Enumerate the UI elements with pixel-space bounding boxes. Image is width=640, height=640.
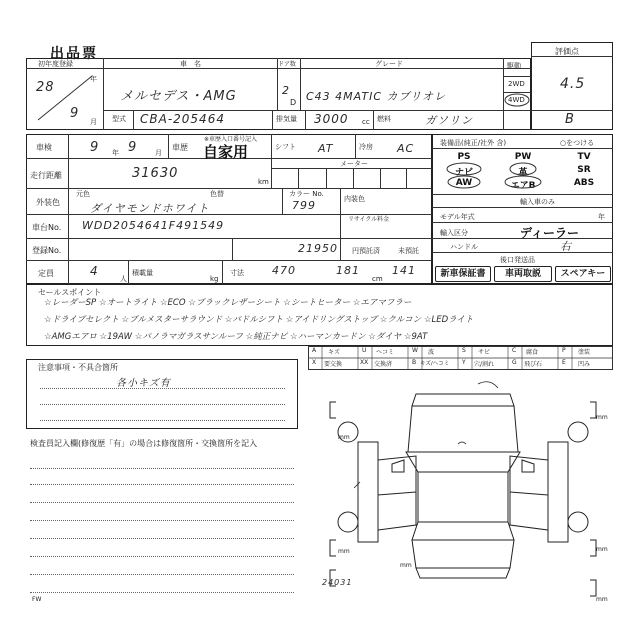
drive-label: 駆動 xyxy=(507,62,521,70)
equip-sr: SR xyxy=(577,165,591,175)
recycle-label: リサイクル料金 xyxy=(348,216,390,223)
legend-desc: 塗装 xyxy=(578,349,591,356)
legend-code: Y xyxy=(462,359,466,366)
score-label: 評価点 xyxy=(555,47,579,56)
legend-code: X xyxy=(312,359,317,366)
score-value: 4.5 xyxy=(560,76,586,92)
legend-code: B xyxy=(412,359,417,366)
meter-label: メーター xyxy=(340,160,368,168)
grade-label: グレード xyxy=(375,60,403,68)
equip-airbag: エアB xyxy=(510,181,536,191)
page-title: 出品票 xyxy=(50,46,98,62)
import-value: ディーラー xyxy=(520,226,580,240)
drive-2wd: 2WD xyxy=(508,80,525,88)
shift-label: シフト xyxy=(275,143,296,151)
door-value: 2 xyxy=(282,84,290,97)
diagram-mm: mm xyxy=(400,562,412,569)
sales-line-1: ☆レーダーSP ☆オートライト ☆ECO ☆ブラックレザーシート ☆シートヒーター ☆エアマフラー xyxy=(44,298,412,308)
equip-tv: TV xyxy=(577,152,591,162)
sales-line-2: ☆ドライブセレクト ☆ブルメスターサラウンド ☆パドルシフト ☆アイドリングストップ ☆クルコン ☆LEDライト xyxy=(44,315,474,325)
color-change-label: 色替 xyxy=(210,190,224,198)
shift-value: AT xyxy=(318,142,334,155)
capacity-unit: 人 xyxy=(120,275,127,283)
mileage-value: 31630 xyxy=(132,166,179,181)
import-mark: 輸入車のみ xyxy=(520,198,555,206)
grade-value: C43 4MATIC カブリオレ xyxy=(306,90,446,103)
recycle-unpaid: 未預託 xyxy=(398,247,419,255)
notes-label: 注意事項・不具合箇所 xyxy=(38,363,118,372)
model-year-unit: 年 xyxy=(598,213,605,221)
capacity-value: 4 xyxy=(90,264,99,278)
drive-4wd-circle xyxy=(504,93,530,107)
interior-score: B xyxy=(565,112,575,127)
after-ship-label: 後口発送品 xyxy=(500,256,535,264)
diagram-mm: mm xyxy=(596,596,608,603)
legend-code: XX xyxy=(360,359,369,366)
color-value: ダイヤモンドホワイト xyxy=(90,202,210,215)
legend-code: W xyxy=(412,347,418,354)
inspect-year-mark: 年 xyxy=(112,149,119,157)
legend-desc: 飛び石 xyxy=(524,361,543,368)
first-reg-label: 初年度登録 xyxy=(38,60,73,68)
legend-desc: 穴/割れ xyxy=(474,361,495,368)
inspect-month-mark: 月 xyxy=(155,149,162,157)
recycle-deposit: 円預託済 xyxy=(352,247,380,255)
width-value: 181 xyxy=(336,264,360,277)
door-label: ドア数 xyxy=(278,61,296,68)
inspect-year: 9 xyxy=(90,140,100,155)
equip-abs: ABS xyxy=(573,178,595,188)
chassis-value: WDD2054641F491549 xyxy=(82,219,225,232)
damage-legend-grid xyxy=(308,346,613,370)
car-damage-diagram xyxy=(318,380,613,605)
fuel-value: ガソリン xyxy=(425,114,473,127)
legend-desc: キズ/ヘコミ xyxy=(420,361,450,367)
diagram-mm: mm xyxy=(596,546,608,553)
year-mark: 年 xyxy=(90,75,97,83)
legend-desc: キズ xyxy=(328,349,340,356)
equip-leather: 革 xyxy=(518,168,528,178)
load-unit: kg xyxy=(210,275,219,283)
cc-unit: cc xyxy=(362,118,370,126)
sales-label: セールスポイント xyxy=(38,288,102,297)
spare-key: スペアキー xyxy=(555,266,611,282)
legend-code: A xyxy=(312,347,317,354)
km-unit: km xyxy=(258,178,269,186)
legend-desc: 交換済 xyxy=(374,361,393,368)
disp-value: 3000 xyxy=(314,112,349,126)
legend-code: C xyxy=(512,347,517,354)
capacity-label: 定員 xyxy=(38,269,54,278)
model-value: CBA-205464 xyxy=(140,112,225,126)
color-no-label: カラー No. xyxy=(289,190,324,198)
legend-code: G xyxy=(512,359,517,366)
fuel-label: 燃料 xyxy=(377,115,391,123)
equip-ps: PS xyxy=(457,152,471,162)
month-mark: 月 xyxy=(90,118,97,126)
reg-label: 登録No. xyxy=(32,246,62,255)
check-label: 検査員記入欄(修復歴「有」の場合は修復箇所・交換箇所を記入 xyxy=(30,439,258,448)
ac-label: 冷房 xyxy=(359,143,373,151)
model-label: 型式 xyxy=(112,115,126,123)
footer-fw: FW xyxy=(32,596,42,603)
legend-desc: 腐食 xyxy=(526,349,539,356)
door-sub: D xyxy=(290,98,297,107)
legend-desc: 凹み xyxy=(578,361,591,368)
equip-note: ○をつける xyxy=(560,139,595,147)
mileage-label: 走行距離 xyxy=(30,171,62,180)
equip-pw: PW xyxy=(514,152,532,162)
equip-label: 装備品(純正/社外 含) xyxy=(440,139,507,147)
legend-code: E xyxy=(562,359,566,366)
usage-note: ※車歴入口番号記入 xyxy=(204,136,258,143)
first-reg-year: 28 xyxy=(36,80,55,95)
legend-desc: ヘコミ xyxy=(376,349,395,356)
chassis-label: 車台No. xyxy=(32,223,62,232)
load-label: 積載量 xyxy=(132,269,153,277)
diagram-mm: mm xyxy=(338,548,350,555)
recycle-value: 21950 xyxy=(298,242,338,255)
legend-desc: サビ xyxy=(478,349,491,356)
diagram-mm: mm xyxy=(596,414,608,421)
interior-color-label: 内装色 xyxy=(344,195,365,203)
usage-value: 自家用 xyxy=(203,143,249,161)
length-value: 470 xyxy=(272,264,296,277)
legend-code: S xyxy=(462,347,466,354)
usage-label: 車歴 xyxy=(172,143,188,152)
equip-aw: AW xyxy=(455,178,473,188)
manual-key: 車両取説 xyxy=(494,266,552,282)
legend-desc: 要交換 xyxy=(324,361,343,368)
color-no-value: 799 xyxy=(292,199,316,212)
import-label: 輸入区分 xyxy=(440,229,468,237)
handle-label: ハンドル xyxy=(450,243,478,251)
color-label: 外装色 xyxy=(36,198,60,207)
disp-label: 排気量 xyxy=(276,115,297,123)
notes-value: 各小キズ有 xyxy=(116,378,171,389)
equip-circles xyxy=(440,150,610,194)
equip-navi: ナビ xyxy=(454,168,473,178)
legend-code: P xyxy=(562,347,566,354)
handle-value: 右 xyxy=(560,240,572,253)
orig-color-label: 元色 xyxy=(76,190,90,198)
maker-value: メルセデス・AMG xyxy=(120,89,237,104)
height-value: 141 xyxy=(392,264,416,277)
first-reg-slash xyxy=(30,72,100,124)
model-year-label: モデル年式 xyxy=(440,213,475,221)
inspect-label: 車検 xyxy=(36,143,52,152)
legend-code: U xyxy=(362,347,367,354)
warranty-book-key: 新車保証書 xyxy=(435,266,491,282)
first-reg-month: 9 xyxy=(70,106,80,121)
legend-desc: 波 xyxy=(428,349,435,356)
drive-4wd: 4WD xyxy=(508,96,525,104)
diagram-mm: mm xyxy=(338,434,350,441)
maker-label: 車 名 xyxy=(180,60,201,68)
inspect-month: 9 xyxy=(128,140,138,155)
sales-line-3: ☆AMGエアロ ☆19AW ☆パノラマガラスサンルーフ ☆純正ナビ ☆ハーマンカードン ☆ダイヤ ☆9AT xyxy=(44,332,428,342)
ac-value: AC xyxy=(397,142,415,155)
dims-cm: cm xyxy=(372,275,383,283)
dims-label: 寸法 xyxy=(230,269,244,277)
inspector-signature: 24031 xyxy=(322,578,353,587)
